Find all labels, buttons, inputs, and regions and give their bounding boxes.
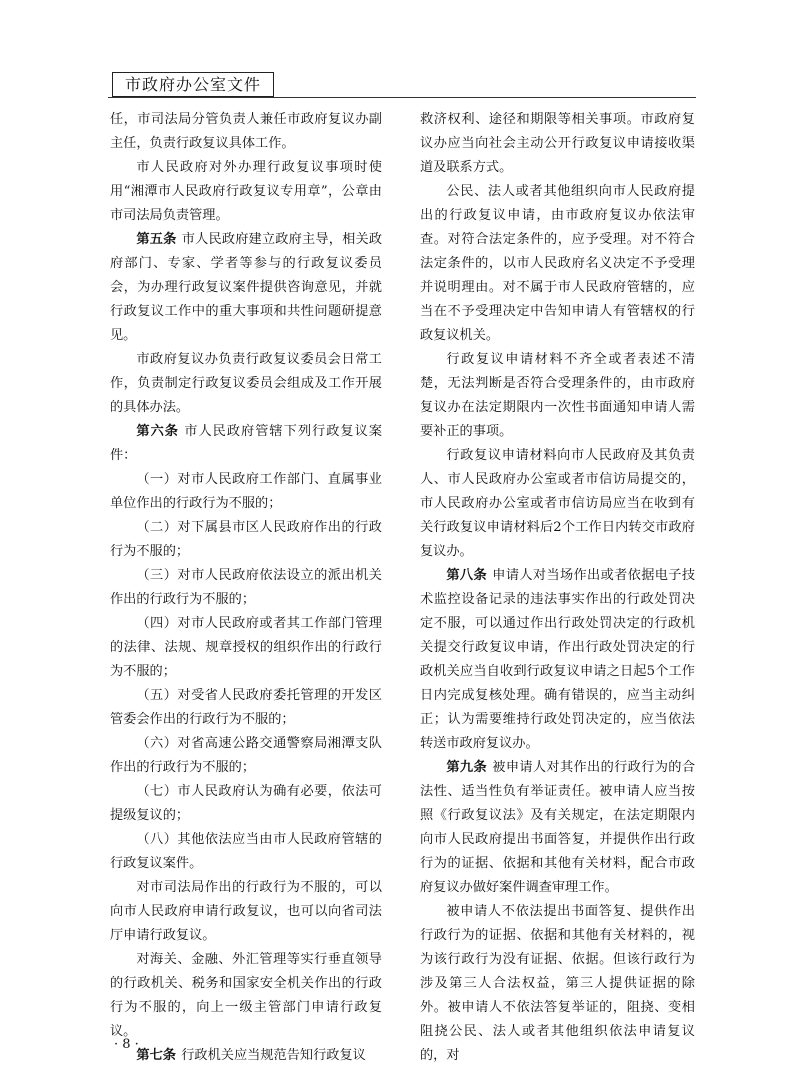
paragraph xyxy=(420,900,695,1068)
paragraph xyxy=(420,444,695,564)
paragraph-text: 市人民政府管辖下列行政复议案件： xyxy=(110,424,383,463)
article-number: 第九条 xyxy=(446,760,488,775)
paragraph-text: 市政府复议办负责行政复议委员会日常工作，负责制定行政复议委员会组成及工作开展的具体办法。 xyxy=(110,352,382,415)
paragraph xyxy=(110,1044,382,1068)
page-number: · 8 · xyxy=(114,1037,139,1052)
paragraph-text: 市人民政府对外办理行政复议事项时使用“湘潭市人民政府行政复议专用章”，公章由市司法局负责管理。 xyxy=(110,160,382,223)
paragraph-text: 被申请人对其作出的行政行为的合法性、适当性负有举证责任。被申请人应当按照《行政复议法》及有关规定，在法定期限内向市人民政府提出书面答复，并提供作出行政行为的证据、依据和其他有关材料，配合市政府复议办做好案件调查审理工作。 xyxy=(420,760,696,895)
paragraph-text: 被申请人不依法提出书面答复、提供作出行政行为的证据、依据和其他有关材料的，视为该行政行为没有证据、依据。但该行政行为涉及第三人合法权益，第三人提供证据的除外。被申请人不依法答复举证的，阻挠、变相阻挠公民、法人或者其他组织依法申请复议的，对 xyxy=(420,904,695,1063)
right-column xyxy=(420,108,695,1068)
paragraph-text: （一）对市人民政府工作部门、直属事业单位作出的行政行为不服的； xyxy=(110,472,382,511)
paragraph xyxy=(110,228,382,348)
left-column xyxy=(110,108,382,1068)
paragraph-text: （八）其他依法应当由市人民政府管辖的行政复议案件。 xyxy=(110,832,382,871)
article-number: 第七条 xyxy=(136,1048,176,1063)
article-number: 第五条 xyxy=(136,232,177,247)
paragraph-text: （七）市人民政府认为确有必要，依法可提级复议的； xyxy=(110,784,382,823)
paragraph-text: （六）对省高速公路交通警察局湘潭支队作出的行政行为不服的； xyxy=(110,736,382,775)
paragraph xyxy=(420,180,695,348)
article-number: 第六条 xyxy=(136,424,179,439)
paragraph-text: 行政复议申请材料不齐全或者表述不清楚，无法判断是否符合受理条件的，由市政府复议办在法定期限内一次性书面通知申请人需要补正的事项。 xyxy=(420,352,695,439)
paragraph xyxy=(110,684,382,732)
paragraph-text: 公民、法人或者其他组织向市人民政府提出的行政复议申请，由市政府复议办依法审查。对符合法定条件的，应予受理。对不符合法定条件的，以市人民政府名义决定不予受理并说明理由。对不属于市人民政府管辖的，应当在不予受理决定中告知申请人有管辖权的行政复议机关。 xyxy=(420,184,695,343)
paragraph-text: 市人民政府建立政府主导，相关政府部门、专家、学者等参与的行政复议委员会，为办理行政复议案件提供咨询意见，并就行政复议工作中的重大事项和共性问题研提意见。 xyxy=(110,232,383,343)
article-number: 第八条 xyxy=(446,568,488,583)
header-rule xyxy=(108,97,696,98)
paragraph xyxy=(110,780,382,828)
paragraph xyxy=(420,564,695,756)
paragraph xyxy=(110,732,382,780)
paragraph xyxy=(110,468,382,516)
paragraph xyxy=(110,564,382,612)
paragraph-text: 对海关、金融、外汇管理等实行垂直领导的行政机关、税务和国家安全机关作出的行政行为不服的，向上一级主管部门申请行政复议。 xyxy=(110,952,382,1039)
paragraph-text: 对市司法局作出的行政行为不服的，可以向市人民政府申请行政复议，也可以向省司法厅申请行政复议。 xyxy=(110,880,382,943)
paragraph xyxy=(420,108,695,180)
paragraph-text: （三）对市人民政府依法设立的派出机关作出的行政行为不服的； xyxy=(110,568,382,607)
paragraph xyxy=(110,828,382,876)
paragraph-text: 行政复议申请材料向市人民政府及其负责人、市人民政府办公室或者市信访局提交的，市人民政府办公室或者市信访局应当在收到有关行政复议申请材料后2个工作日内转交市政府复议办。 xyxy=(420,448,695,559)
paragraph-text: （五）对受省人民政府委托管理的开发区管委会作出的行政行为不服的； xyxy=(110,688,382,727)
paragraph-text: 申请人对当场作出或者依据电子技术监控设备记录的违法事实作出的行政处罚决定不服，可以通过作出行政处罚决定的行政机关提交行政复议申请，作出行政处罚决定的行政机关应当自收到行政复议申请之日起5个工作日内完成复核处理。确有错误的，应当主动纠正；认为需要维持行政处罚决定的，应当依法转送市政府复议办。 xyxy=(420,568,696,751)
paragraph xyxy=(110,108,382,156)
paragraph xyxy=(420,756,695,900)
paragraph xyxy=(110,156,382,228)
paragraph xyxy=(110,612,382,684)
paragraph-text: （二）对下属县市区人民政府作出的行政行为不服的； xyxy=(110,520,382,559)
paragraph xyxy=(110,420,382,468)
paragraph xyxy=(420,348,695,444)
paragraph xyxy=(110,516,382,564)
header-title: 市政府办公室文件 xyxy=(112,72,274,97)
paragraph xyxy=(110,876,382,948)
paragraph-text: （四）对市人民政府或者其工作部门管理的法律、法规、规章授权的组织作出的行政行为不服的； xyxy=(110,616,382,679)
paragraph-text: 救济权利、途径和期限等相关事项。市政府复议办应当向社会主动公开行政复议申请接收渠道及联系方式。 xyxy=(420,112,695,175)
paragraph-text: 行政机关应当规范告知行政复议 xyxy=(181,1048,366,1063)
paragraph xyxy=(110,948,382,1044)
paragraph-text: 任，市司法局分管负责人兼任市政府复议办副主任，负责行政复议具体工作。 xyxy=(110,112,382,151)
paragraph xyxy=(110,348,382,420)
